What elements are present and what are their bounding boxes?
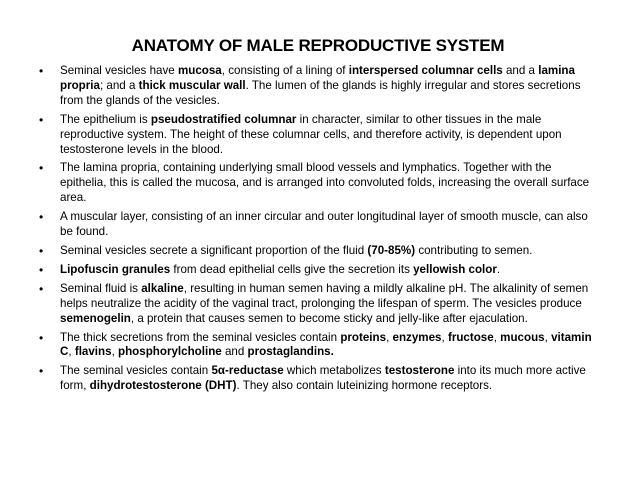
bold-term: testosterone — [384, 364, 455, 378]
bullet-text: Seminal fluid is — [60, 281, 142, 295]
bold-term: 5α-reductase — [211, 364, 284, 378]
bold-term: thick muscular wall — [138, 78, 246, 92]
bullet-item — [38, 331, 598, 361]
bullet-item — [38, 364, 598, 394]
bold-term: fructose — [447, 330, 494, 344]
bullet-text: , — [68, 345, 75, 359]
bold-term: mucosa — [177, 64, 222, 77]
bullet-text: , — [441, 330, 448, 344]
bullet-text: The seminal vesicles contain — [60, 364, 212, 378]
bullet-item — [38, 113, 598, 158]
bold-term: vitamin C — [60, 330, 592, 359]
bold-term: (70-85%) — [367, 243, 416, 257]
bullet-text: Seminal vesicles secrete a significant proportion of the fluid — [60, 243, 368, 257]
bold-term: dihydrotestosterone (DHT) — [89, 379, 237, 393]
bullet-text: . The lumen of the glands is highly irregular and stores secretions from the glands of the vesicles. — [60, 78, 581, 107]
bullet-text: , — [493, 330, 501, 344]
page-title: ANATOMY OF MALE REPRODUCTIVE SYSTEM — [131, 36, 505, 55]
bullet-text: The thick secretions from the seminal vesicles contain — [60, 330, 341, 344]
bullet-item — [38, 282, 598, 327]
bullet-text: into its much more active form, — [60, 364, 586, 393]
bullet-text: Seminal vesicles have — [60, 64, 178, 77]
bullet-item — [38, 161, 598, 206]
bullet-item — [38, 210, 598, 240]
bullet-text: The lamina propria, containing underlying small blood vessels and lymphatics. Together with the epithelia, this is called the mucosa, and is arranged into convoluted folds, increasing the overall surface area. — [60, 161, 590, 205]
bold-term: mucous — [500, 330, 545, 344]
bullet-text: . — [496, 262, 501, 276]
bullet-text: The epithelium is — [60, 112, 151, 126]
bold-term: phosphorylcholine — [118, 345, 222, 359]
bullet-text: . They also contain luteinizing hormone receptors. — [236, 379, 493, 393]
bold-term: flavins — [74, 345, 112, 359]
bullet-text: , — [544, 330, 552, 344]
bullet-text: , — [386, 330, 393, 344]
bold-term: enzymes — [392, 330, 442, 344]
bold-term: semenogelin — [60, 311, 131, 325]
bold-term: alkaline — [141, 281, 184, 295]
bullet-item — [38, 64, 598, 109]
bold-term: Lipofuscin granules — [60, 262, 171, 276]
bullet-text: , resulting in human semen having a mildly alkaline pH. The alkalinity of semen helps neutralize the acidity of the vaginal tract, prolonging the lifespan of sperm. The vesicles produce — [60, 281, 589, 310]
bullet-text: which metabolizes — [283, 364, 385, 378]
bullet-text: and a — [502, 64, 539, 77]
bullet-text: , — [111, 345, 119, 359]
bullet-text: , a protein that causes semen to become sticky and jelly-like after ejaculation. — [130, 311, 528, 325]
bullet-item — [38, 263, 598, 278]
bullet-list — [38, 64, 598, 394]
bold-term: pseudostratified columnar — [150, 112, 297, 126]
bullet-text: A muscular layer, consisting of an inner circular and outer longitudinal layer of smooth muscle, can also be found. — [60, 210, 588, 239]
bullet-text: ; and a — [99, 78, 139, 92]
bold-term: lamina propria — [60, 64, 575, 92]
bullet-text: contributing to semen. — [415, 243, 533, 257]
bullet-text: from dead epithelial cells give the secretion its — [170, 262, 414, 276]
bullet-text: and — [221, 345, 248, 359]
bold-term: prostaglandins. — [247, 345, 334, 359]
bullet-item — [38, 244, 598, 259]
bullet-text: , consisting of a lining of — [221, 64, 349, 77]
bold-term: yellowish color — [413, 262, 497, 276]
bold-term: proteins — [340, 330, 387, 344]
bullet-text: in character, similar to other tissues in the male reproductive system. The height of these columnar cells, and therefore activity, is dependent upon testosterone levels in the blood. — [60, 112, 562, 156]
bold-term: interspersed columnar cells — [348, 64, 503, 77]
